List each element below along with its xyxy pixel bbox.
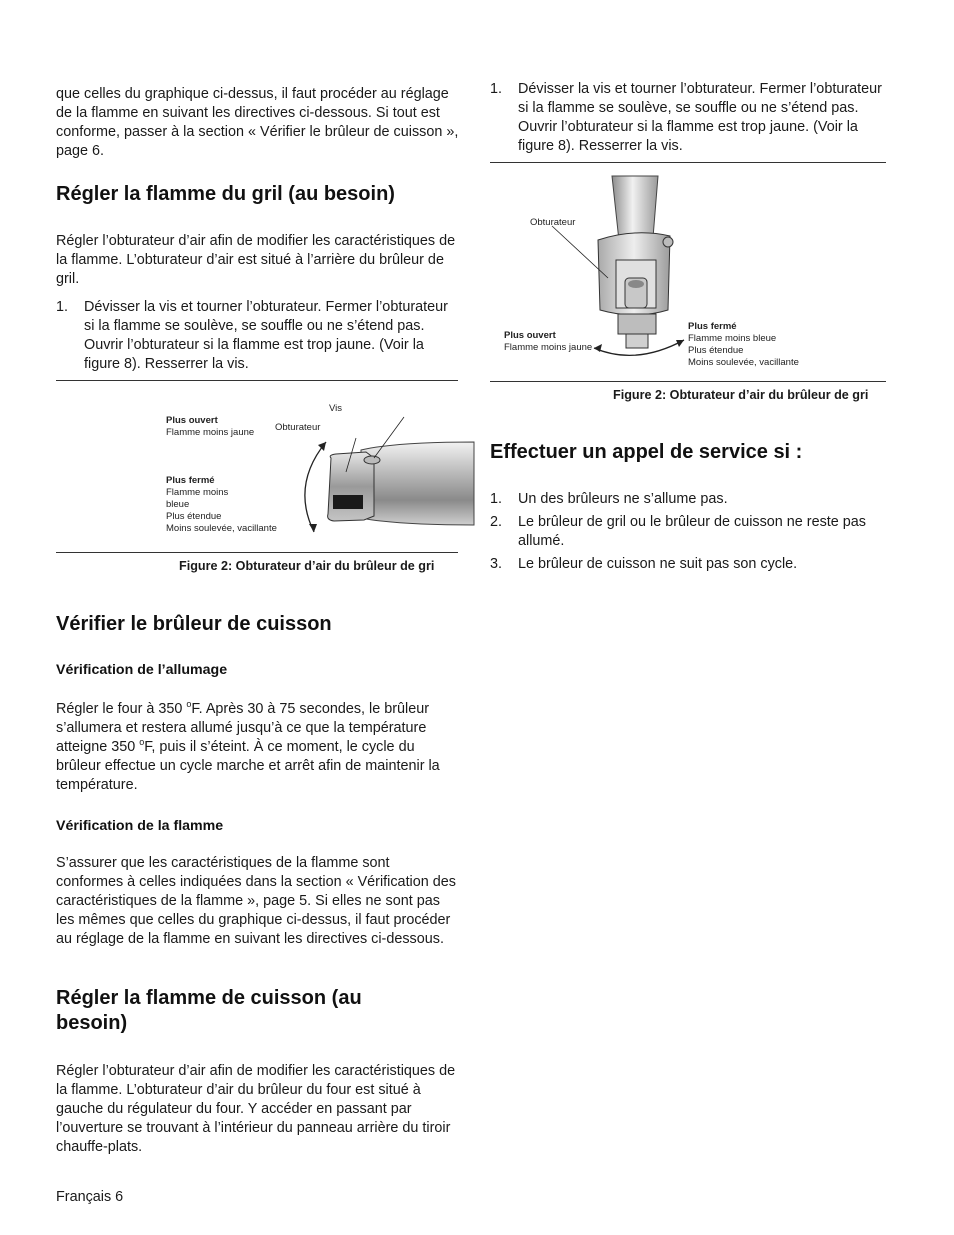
- list-item-text: Dévisser la vis et tourner l’obturateur. Fermer l’obturateur si la flamme se soulève, se souffle ou ne s’étend pas. Ouvrir l’obturateur si la flamme est trop jaune. (Voir la figure 8). Resserrer la vis.: [84, 299, 448, 372]
- service-call-list: [490, 490, 888, 574]
- list-item-number: 2.: [490, 514, 503, 530]
- label-plus-ouvert: Plus ouvert Flamme moins jaune: [504, 330, 593, 353]
- grill-flame-paragraph: Régler l’obturateur d’air afin de modifier les caractéristiques de la flamme. L’obturateur d’air est situé à l’arrière du brûleur de gril.: [56, 233, 456, 287]
- list-item-number: 1.: [56, 299, 69, 315]
- label-plus-ouvert: Plus ouvert Flamme moins jaune: [166, 415, 255, 438]
- rotation-arrow: [305, 442, 326, 532]
- flame-check-paragraph: S’assurer que les caractéristiques de la flamme sont conformes à celles indiquées dans la section « Vérification des caractéristiques de la flamme », page 5. Si elles ne sont pas les mêmes que celles du graphique ci-dessus, il faut procéder au réglage de la flamme en suivant les directives ci-dessous.: [56, 855, 456, 947]
- right-steps: [490, 80, 888, 156]
- figure-caption: Figure 2: Obturateur d’air du brûleur de gri: [179, 559, 435, 573]
- subheading-ignition: Vérification de l’allumage: [56, 662, 228, 678]
- list-item-number: 3.: [490, 556, 503, 572]
- section-heading-oven-flame: Régler la flamme de cuisson (au besoin): [56, 987, 362, 1034]
- divider: [490, 162, 886, 163]
- label-obturateur: Obturateur: [275, 422, 321, 433]
- intro-paragraph: que celles du graphique ci-dessus, il faut procéder au réglage de la flamme en suivant les directives ci-dessous. Si tout est conforme, passer à la section « Vérifier le brûleur de cuisson », page 6.: [56, 86, 459, 159]
- list-item: [490, 513, 888, 551]
- label-plus-ferme: Plus fermé Flamme moins bleue Plus étendue Moins soulevée, vacillante: [166, 475, 277, 534]
- section-heading-verify-burner: Vérifier le brûleur de cuisson: [56, 613, 332, 635]
- label-obturateur: Obturateur: [530, 217, 576, 228]
- list-item: [490, 555, 888, 574]
- list-item-text: Le brûleur de cuisson ne suit pas son cycle.: [518, 556, 798, 572]
- ignition-paragraph: Régler le four à 350 $^o$F. Après 30 à 75 secondes, le brûleur s’allumera et restera allumé jusqu’à ce que la température atteigne 350 $^o$F, puis il s’éteint. À ce moment, le cycle du brûleur effectue un cycle marche et arrêt afin de maintenir la température.: [56, 699, 440, 793]
- list-item: [56, 298, 460, 374]
- list-item-number: 1.: [490, 491, 503, 507]
- subheading-flame-check: Vérification de la flamme: [56, 818, 224, 834]
- divider: [56, 552, 458, 553]
- oven-flame-paragraph: Régler l’obturateur d’air afin de modifier les caractéristiques de la flamme. L’obturateur d’air du brûleur du four est situé à gauche du régulateur du four. Y accéder en passant par l’ouverture se trouvant à l’intérieur du panneau arrière du tiroir chauffe-plats.: [56, 1063, 456, 1155]
- list-item-text: Dévisser la vis et tourner l’obturateur. Fermer l’obturateur si la flamme se soulève, se souffle ou ne s’étend pas. Ouvrir l’obturateur si la flamme est trop jaune. (Voir la figure 8). Resserrer la vis.: [518, 81, 882, 154]
- figure-caption: Figure 2: Obturateur d’air du brûleur de gri: [613, 388, 869, 402]
- section-heading-grill-flame: Régler la flamme du gril (au besoin): [56, 183, 395, 205]
- list-item-text: Un des brûleurs ne s’allume pas.: [518, 491, 728, 507]
- section-heading-service-call: Effectuer un appel de service si :: [490, 441, 803, 463]
- list-item-text: Le brûleur de gril ou le brûleur de cuisson ne reste pas allumé.: [518, 514, 866, 549]
- divider: [490, 381, 886, 382]
- page-footer: Français 6: [56, 1189, 124, 1205]
- list-item-number: 1.: [490, 81, 503, 97]
- list-item: [490, 80, 888, 156]
- divider: [56, 380, 458, 381]
- list-item: [490, 490, 888, 509]
- grill-flame-steps: [56, 298, 460, 374]
- label-vis: Vis: [329, 403, 343, 414]
- label-plus-ferme: Plus fermé Flamme moins bleue Plus étendue Moins soulevée, vacillante: [688, 321, 799, 368]
